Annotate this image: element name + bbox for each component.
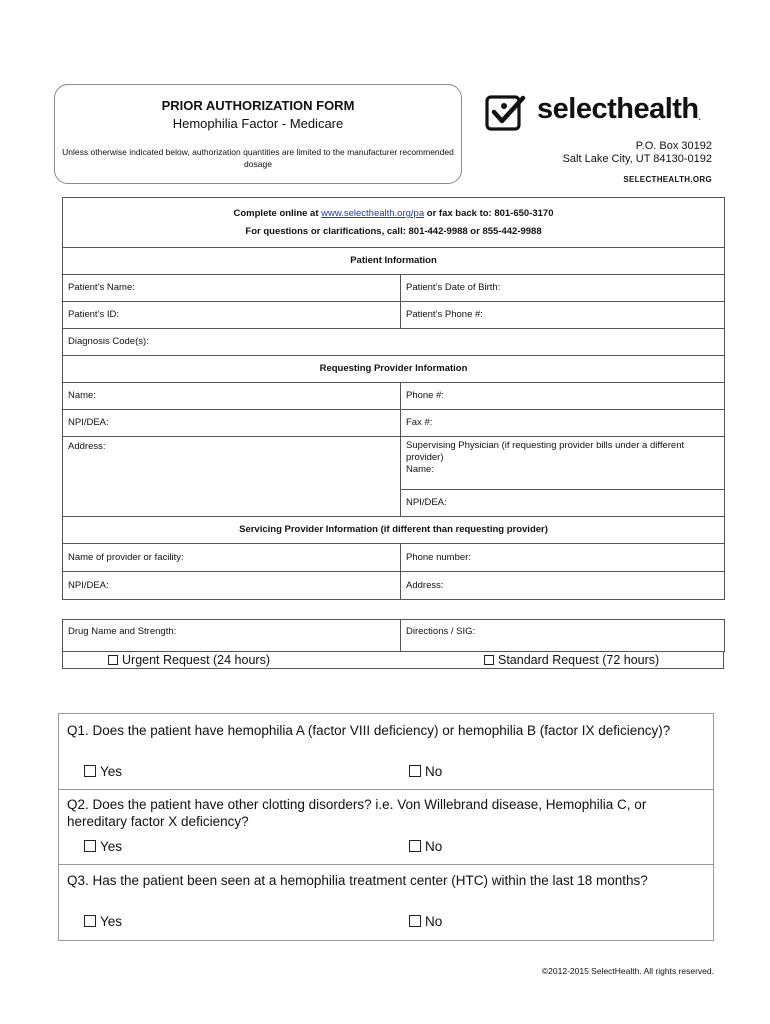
servicing-npi-field[interactable]: NPI/DEA: [63,572,401,600]
checkmark-box-icon [485,94,527,132]
q3-yes-checkbox[interactable] [84,915,96,927]
q3-no-option[interactable] [409,914,442,929]
q2-yes-option[interactable] [84,839,122,854]
servicing-provider-heading: Servicing Provider Information (if different than requesting provider) [63,517,725,544]
q3-no-checkbox[interactable] [409,915,421,927]
q2-yes-label: Yes [100,839,123,854]
question-3-text: Q3. Has the patient been seen at a hemophilia treatment center (HTC) within the last 18 months? [67,873,648,888]
provider-fax-field[interactable]: Fax #: [401,410,725,437]
supervising-physician-label: Supervising Physician (if requesting provider bills under a different provider) [406,440,685,463]
q3-yes-option[interactable] [84,914,122,929]
prior-auth-link[interactable]: www.selecthealth.org/pa [321,208,425,219]
provider-phone-field[interactable]: Phone #: [401,383,725,410]
brand-logo-text: selecthealth. [537,93,701,125]
servicing-phone-field[interactable]: Phone number: [401,544,725,572]
provider-address-field[interactable]: Address: [63,437,401,517]
servicing-name-field[interactable]: Name of provider or facility: [63,544,401,572]
q1-yes-option[interactable] [84,764,122,779]
copyright-footer: ©2012-2015 SelectHealth. All rights reserved. [541,966,714,976]
q3-yes-label: Yes [100,914,123,929]
standard-request-label: Standard Request (72 hours) [498,653,660,667]
brand-address-line2: Salt Lake City, UT 84130-0192 [562,153,712,165]
standard-checkbox[interactable] [484,655,494,665]
urgent-request-option[interactable] [108,653,270,667]
supervising-name-label: Name: [406,464,434,475]
request-form-table [62,197,725,600]
form-title: PRIOR AUTHORIZATION FORM [161,98,355,113]
brand-website: SELECTHEALTH.ORG [623,175,712,184]
form-title-box [54,84,462,184]
contact-info-cell [63,198,725,248]
q3-no-label: No [425,914,443,929]
question-2-text: Q2. Does the patient have other clotting disorders? i.e. Von Willebrand disease, Hemophilia C, or hereditary factor X deficiency? [67,797,647,829]
urgent-checkbox[interactable] [108,655,118,665]
requesting-provider-heading: Requesting Provider Information [63,356,725,383]
request-type-row [62,651,724,669]
brand-address-line1: P.O. Box 30192 [635,140,712,152]
standard-request-option[interactable] [484,653,659,667]
question-divider [58,789,714,790]
q1-no-checkbox[interactable] [409,765,421,777]
servicing-address-field[interactable]: Address: [401,572,725,600]
patient-info-heading: Patient Information [63,248,725,275]
form-subtitle: Hemophilia Factor - Medicare [172,116,344,131]
q2-yes-checkbox[interactable] [84,840,96,852]
contact-line2: For questions or clarifications, call: 801-442-9988 or 855-442-9988 [245,226,542,237]
patient-phone-field[interactable]: Patient’s Phone #: [401,302,725,329]
patient-id-field[interactable]: Patient’s ID: [63,302,401,329]
patient-name-field[interactable]: Patient’s Name: [63,275,401,302]
q1-no-option[interactable] [409,764,442,779]
q2-no-option[interactable] [409,839,442,854]
dosage-note: Unless otherwise indicated below, authorization quantities are limited to the manufacturer recommended dosage [62,147,454,169]
q2-no-checkbox[interactable] [409,840,421,852]
q1-yes-checkbox[interactable] [84,765,96,777]
drug-name-field[interactable]: Drug Name and Strength: [63,620,401,652]
contact-line1-prefix: Complete online at [233,208,322,219]
contact-line1-suffix: or fax back to: 801-650-3170 [424,208,554,219]
supervising-npi-field[interactable]: NPI/DEA: [401,490,725,517]
patient-dob-field[interactable]: Patient’s Date of Birth: [401,275,725,302]
question-1-text: Q1. Does the patient have hemophilia A (factor VIII deficiency) or hemophilia B (factor IX deficiency)? [67,723,671,738]
urgent-request-label: Urgent Request (24 hours) [122,653,270,667]
drug-table [62,619,725,652]
directions-field[interactable]: Directions / SIG: [401,620,725,652]
q2-no-label: No [425,839,443,854]
provider-name-field[interactable]: Name: [63,383,401,410]
provider-npi-field[interactable]: NPI/DEA: [63,410,401,437]
q1-no-label: No [425,764,443,779]
diagnosis-code-field[interactable]: Diagnosis Code(s): [63,329,725,356]
supervising-physician-field[interactable] [401,437,725,490]
question-divider [58,864,714,865]
q1-yes-label: Yes [100,764,123,779]
